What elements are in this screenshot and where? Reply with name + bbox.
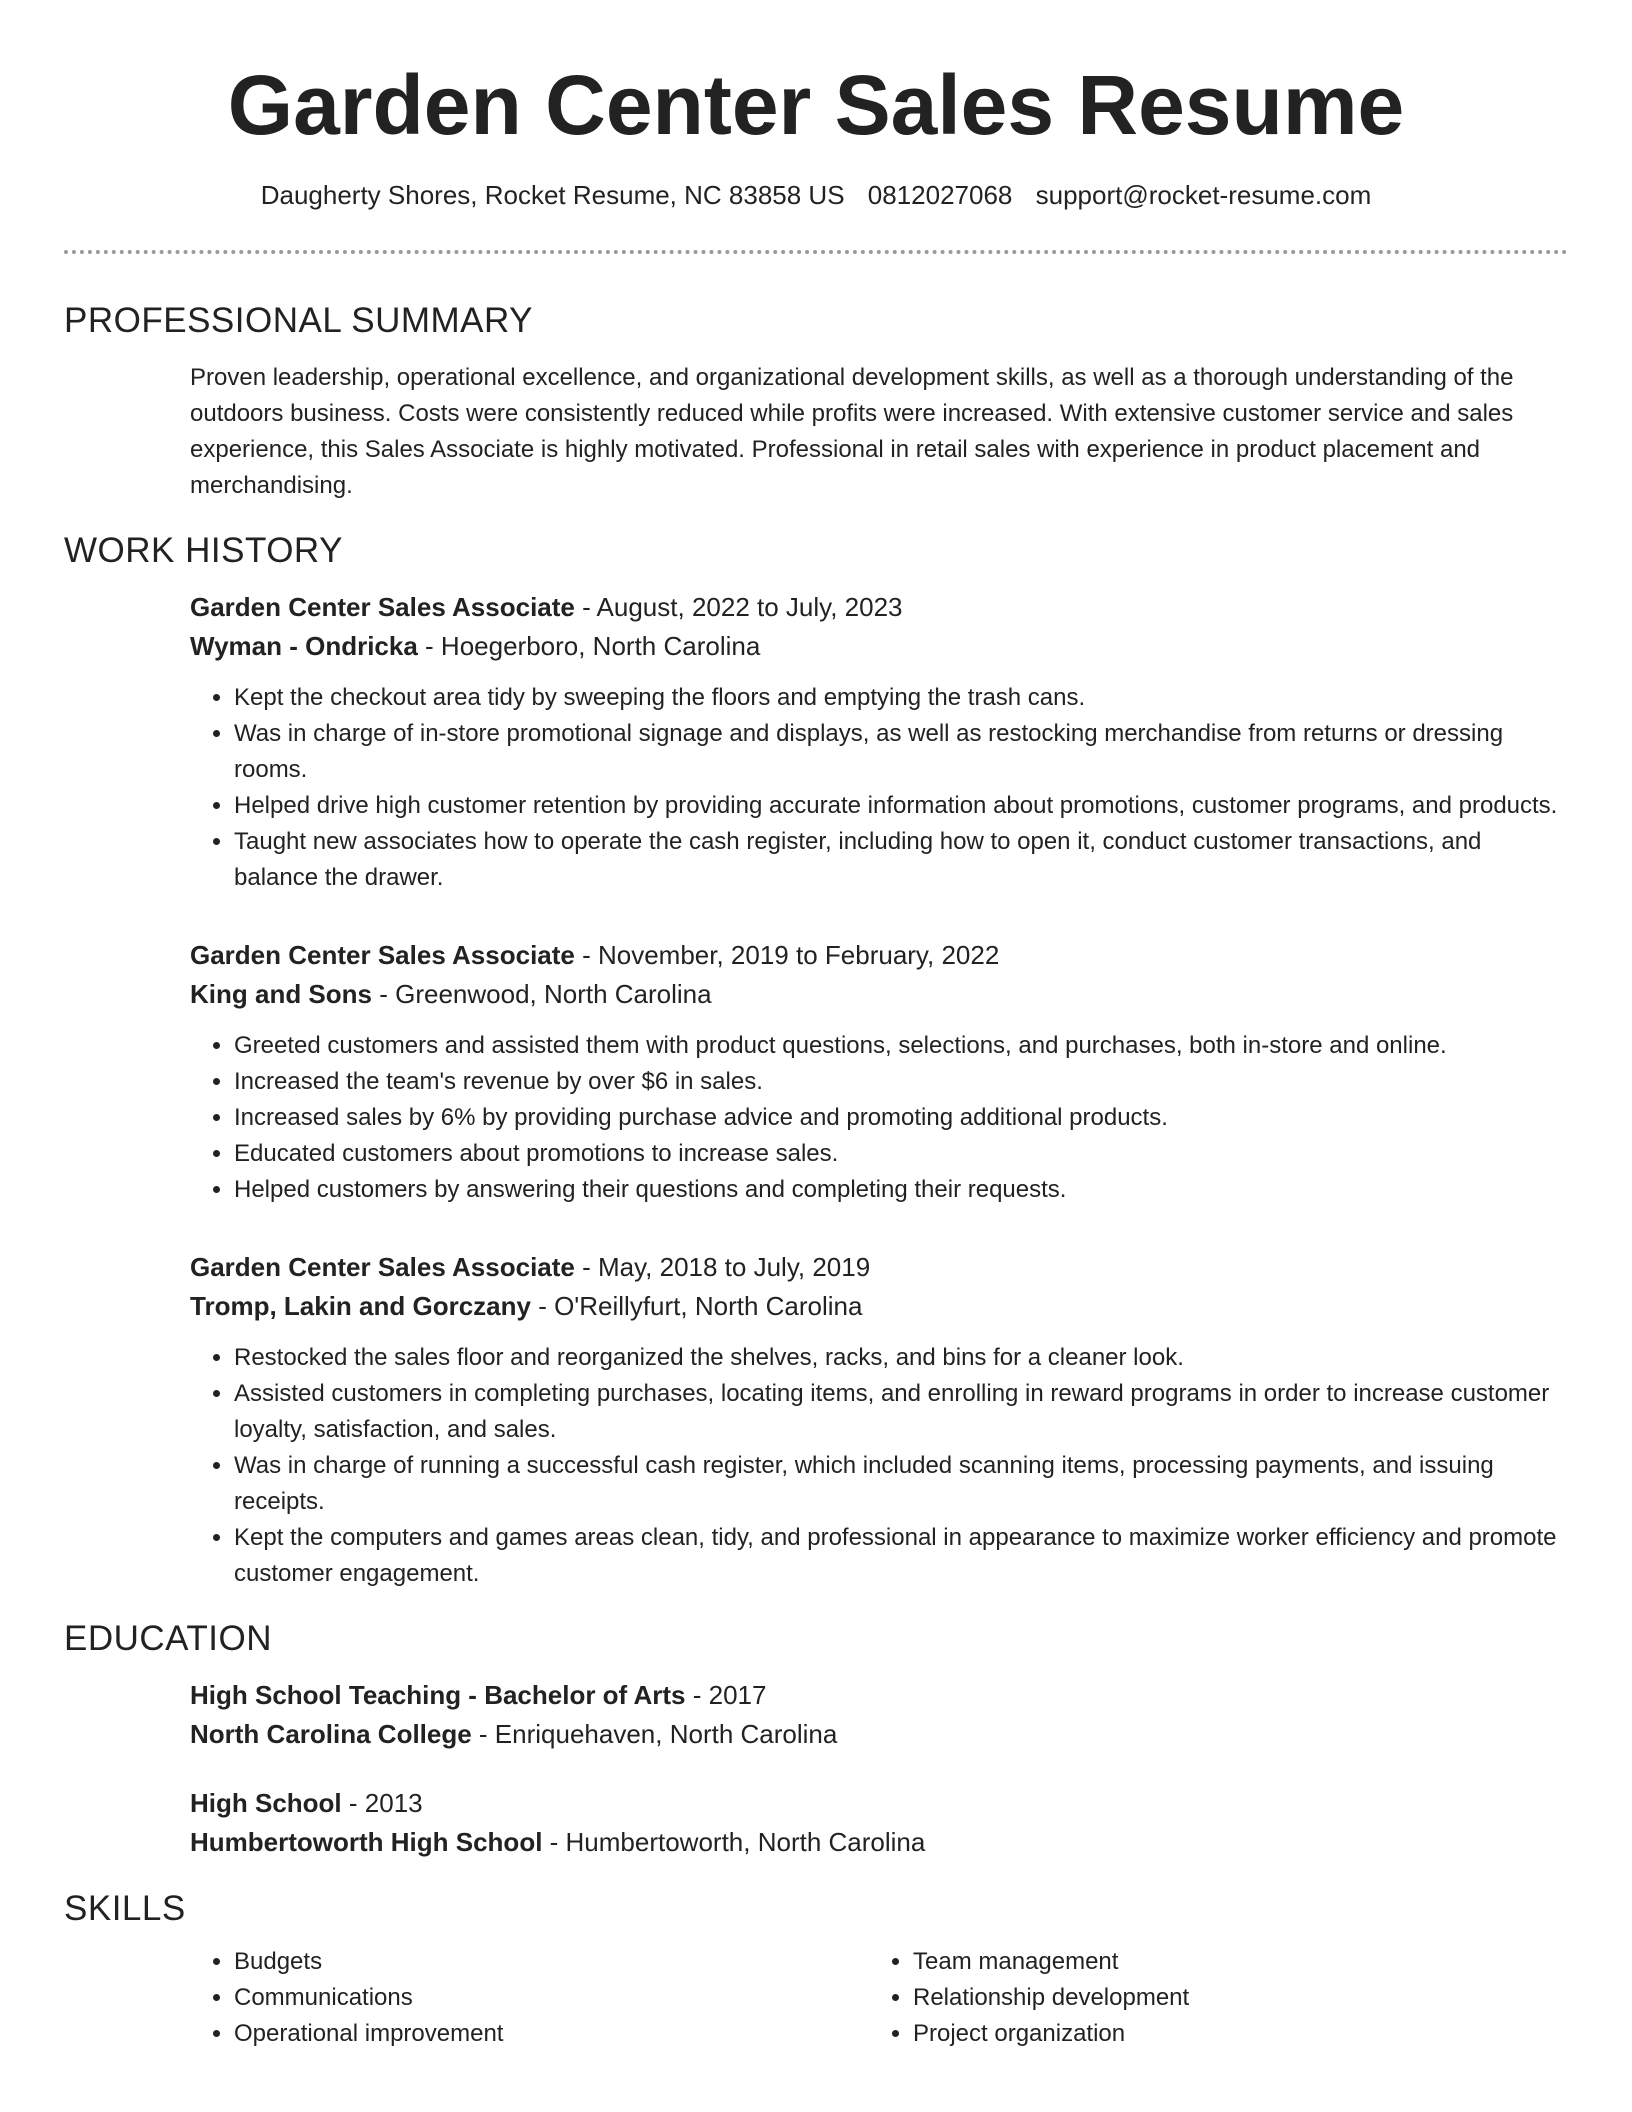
education-degree-line xyxy=(190,1676,1568,1715)
job-title-line xyxy=(190,588,1568,627)
work-history-section xyxy=(64,526,1568,1592)
job-company-line xyxy=(190,975,1568,1014)
education-location: - Enriquehaven, North Carolina xyxy=(471,1719,838,1749)
list-item: • Increased sales by 6% by providing purchase advice and promoting additional products. xyxy=(234,1100,1568,1136)
job-company: Wyman - Ondricka xyxy=(190,631,418,661)
skills-right-column xyxy=(869,1944,1548,2052)
list-item: • Increased the team's revenue by over $6 in sales. xyxy=(234,1064,1568,1100)
contact-phone: 0812027068 xyxy=(867,180,1013,210)
job-company-line xyxy=(190,1287,1568,1326)
job-entry xyxy=(64,588,1568,896)
list-item: • Kept the computers and games areas clean, tidy, and professional in appearance to maximize worker efficiency and promote customer engagement. xyxy=(234,1520,1568,1592)
education-school: North Carolina College xyxy=(190,1719,472,1749)
list-item: • Helped drive high customer retention by providing accurate information about promotions, customer programs, and products. xyxy=(234,788,1568,824)
contact-email: support@rocket-resume.com xyxy=(1035,180,1372,210)
contact-address: Daugherty Shores, Rocket Resume, NC 83858 US xyxy=(260,180,845,210)
job-entry xyxy=(64,936,1568,1208)
list-item: • Budgets xyxy=(234,1944,869,1980)
job-bullets xyxy=(190,1340,1568,1592)
education-school-line xyxy=(190,1823,1568,1862)
job-role: Garden Center Sales Associate xyxy=(190,940,575,970)
summary-text: Proven leadership, operational excellence, and organizational development skills, as well as a thorough understanding of the outdoors business. Costs were consistently reduced while profits were increased. With extensive customer service and sales experience, this Sales Associate is highly motivated. Professional in retail sales with experience in product placement and merchandising. xyxy=(190,364,1514,499)
education-school: Humbertoworth High School xyxy=(190,1827,543,1857)
job-dates: - May, 2018 to July, 2019 xyxy=(574,1252,871,1282)
job-company: King and Sons xyxy=(190,979,372,1009)
summary-heading: PROFESSIONAL SUMMARY xyxy=(64,301,533,340)
education-degree: High School Teaching - Bachelor of Arts xyxy=(190,1680,686,1710)
skills-columns xyxy=(190,1944,1568,2052)
list-item: • Assisted customers in completing purchases, locating items, and enrolling in reward programs in order to increase customer loyalty, satisfaction, and sales. xyxy=(234,1376,1568,1448)
skills-left-column xyxy=(190,1944,869,2052)
list-item: • Relationship development xyxy=(913,1980,1548,2016)
list-item: • Kept the checkout area tidy by sweeping the floors and emptying the trash cans. xyxy=(234,680,1568,716)
job-entry xyxy=(64,1248,1568,1592)
education-heading: EDUCATION xyxy=(64,1619,273,1658)
education-year: - 2017 xyxy=(685,1680,767,1710)
education-entry xyxy=(64,1784,1568,1862)
job-bullets xyxy=(190,1028,1568,1208)
list-item: • Project organization xyxy=(913,2016,1548,2052)
list-item: • Was in charge of in-store promotional signage and displays, as well as restocking merchandise from returns or dressing rooms. xyxy=(234,716,1568,788)
skills-heading: SKILLS xyxy=(64,1889,186,1928)
job-company-line xyxy=(190,627,1568,666)
skills-section xyxy=(64,1884,1568,2052)
resume-content xyxy=(64,296,1568,2052)
education-location: - Humbertoworth, North Carolina xyxy=(542,1827,926,1857)
list-item: • Restocked the sales floor and reorganized the shelves, racks, and bins for a cleaner look. xyxy=(234,1340,1568,1376)
summary-section xyxy=(64,296,1568,504)
job-title-line xyxy=(190,936,1568,975)
job-location: - Hoegerboro, North Carolina xyxy=(417,631,761,661)
job-role: Garden Center Sales Associate xyxy=(190,1252,575,1282)
list-item: • Was in charge of running a successful cash register, which included scanning items, processing payments, and issuing receipts. xyxy=(234,1448,1568,1520)
job-role: Garden Center Sales Associate xyxy=(190,592,575,622)
list-item: • Taught new associates how to operate the cash register, including how to open it, conduct customer transactions, and balance the drawer. xyxy=(234,824,1568,896)
education-school-line xyxy=(190,1715,1568,1754)
list-item: • Communications xyxy=(234,1980,869,2016)
education-year: - 2013 xyxy=(341,1788,423,1818)
list-item: • Team management xyxy=(913,1944,1548,1980)
job-title-line xyxy=(190,1248,1568,1287)
list-item: • Greeted customers and assisted them with product questions, selections, and purchases, both in-store and online. xyxy=(234,1028,1568,1064)
list-item: • Educated customers about promotions to increase sales. xyxy=(234,1136,1568,1172)
job-location: - O'Reillyfurt, North Carolina xyxy=(530,1291,863,1321)
resume-title: Garden Center Sales Resume xyxy=(227,58,1405,152)
education-degree: High School xyxy=(190,1788,342,1818)
education-entry xyxy=(64,1676,1568,1754)
job-company: Tromp, Lakin and Gorczany xyxy=(190,1291,531,1321)
job-location: - Greenwood, North Carolina xyxy=(372,979,712,1009)
work-history-heading: WORK HISTORY xyxy=(64,531,343,570)
contact-line xyxy=(0,180,1632,211)
job-bullets xyxy=(190,680,1568,896)
list-item: • Operational improvement xyxy=(234,2016,869,2052)
job-dates: - November, 2019 to February, 2022 xyxy=(574,940,1000,970)
education-section xyxy=(64,1614,1568,1862)
job-dates: - August, 2022 to July, 2023 xyxy=(574,592,903,622)
list-item: • Helped customers by answering their questions and completing their requests. xyxy=(234,1172,1568,1208)
education-degree-line xyxy=(190,1784,1568,1823)
header-divider xyxy=(64,250,1568,254)
